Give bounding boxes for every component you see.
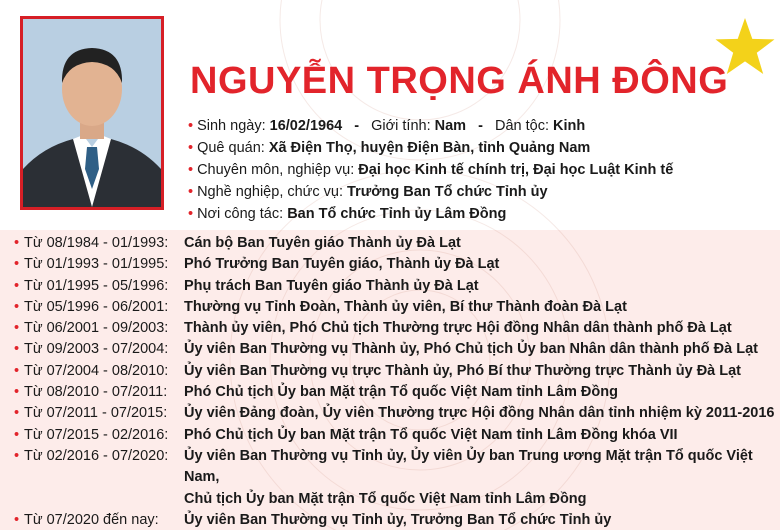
education-label: Chuyên môn, nghiệp vụ: — [197, 162, 355, 178]
bullet-dot-icon: • — [14, 235, 20, 251]
career-item — [14, 510, 780, 530]
bullet-dot-icon: • — [14, 256, 20, 273]
info-birth-row — [188, 115, 673, 137]
portrait-illustration — [23, 19, 161, 207]
career-item — [14, 276, 780, 297]
ethnicity-label: Dân tộc: — [494, 118, 549, 134]
birth-label: Sinh ngày: — [197, 118, 266, 134]
workplace-value: Ban Tổ chức Tỉnh ủy Lâm Đồng — [287, 206, 507, 222]
ethnicity-value: Kinh — [553, 118, 586, 134]
position-value: Trưởng Ban Tổ chức Tỉnh ủy — [347, 184, 548, 200]
career-item — [14, 297, 780, 318]
bullet-dot-icon: • — [14, 341, 20, 358]
career-period: Từ 08/1984 - 01/1993: — [24, 235, 169, 251]
career-list — [14, 233, 780, 530]
info-workplace-row — [188, 203, 673, 225]
career-period: Từ 07/2020 đến nay: — [24, 511, 159, 528]
career-period: Từ 07/2011 - 07/2015: — [24, 405, 168, 422]
gender-value: Nam — [434, 118, 467, 134]
career-item — [14, 425, 780, 446]
bullet-dot-icon: • — [14, 298, 20, 315]
career-period: Từ 09/2003 - 07/2004: — [24, 341, 169, 358]
info-hometown-row — [188, 137, 673, 159]
bullet-dot-icon: • — [188, 140, 194, 156]
career-period: Từ 08/2010 - 07/2011: — [24, 384, 168, 401]
career-role: Ủy viên Đảng đoàn, Ủy viên Thường trực Hội đồng Nhân dân tỉnh nhiệm kỳ 2011-2016 — [184, 405, 775, 422]
career-period: Từ 01/1993 - 01/1995: — [24, 256, 169, 273]
bullet-dot-icon: • — [14, 362, 20, 379]
career-role: Phó Chủ tịch Ủy ban Mặt trận Tổ quốc Việt Nam tỉnh Lâm Đồng khóa VII — [184, 426, 678, 443]
career-item — [14, 382, 780, 403]
career-period: Từ 02/2016 - 07/2020: — [24, 447, 169, 464]
career-period: Từ 05/1996 - 06/2001: — [24, 298, 169, 315]
career-role: Cán bộ Ban Tuyên giáo Thành ủy Đà Lạt — [184, 235, 461, 251]
bullet-dot-icon: • — [14, 320, 20, 337]
career-period: Từ 07/2004 - 08/2010: — [24, 362, 169, 379]
career-item — [14, 361, 780, 382]
career-role: Phó Chủ tịch Ủy ban Mặt trận Tổ quốc Việt Nam tỉnh Lâm Đồng — [184, 384, 618, 401]
portrait-photo — [20, 16, 164, 210]
bullet-dot-icon: • — [14, 277, 20, 294]
bullet-dot-icon: • — [14, 405, 20, 422]
career-role: Phó Trưởng Ban Tuyên giáo, Thành ủy Đà Lạt — [184, 256, 500, 273]
career-item — [14, 233, 780, 254]
info-education-row — [188, 159, 673, 181]
bullet-dot-icon: • — [14, 511, 20, 528]
career-role: Ủy viên Ban Thường vụ Tỉnh ủy, Ủy viên Ủy ban Trung ương Mặt trận Tổ quốc Việt Nam, Chủ tịch Ủy ban Mặt trận Tổ quốc Việt Nam tỉnh Lâm Đồng — [184, 447, 753, 507]
bullet-dot-icon: • — [14, 384, 20, 401]
personal-info-list — [188, 115, 673, 225]
career-role: Thành ủy viên, Phó Chủ tịch Thường trực Hội đồng Nhân dân thành phố Đà Lạt — [184, 320, 732, 337]
workplace-label: Nơi công tác: — [197, 206, 284, 222]
position-label: Nghề nghiệp, chức vụ: — [197, 184, 344, 200]
education-value: Đại học Kinh tế chính trị, Đại học Luật Kinh tế — [358, 162, 674, 178]
hometown-label: Quê quán: — [197, 140, 265, 156]
bullet-dot-icon: • — [188, 184, 194, 200]
birth-date: 16/02/1964 — [269, 118, 343, 134]
career-period: Từ 07/2015 - 02/2016: — [24, 426, 169, 443]
bullet-dot-icon: • — [188, 206, 194, 222]
career-role: Phụ trách Ban Tuyên giáo Thành ủy Đà Lạt — [184, 277, 479, 294]
bullet-dot-icon: • — [14, 447, 20, 464]
info-position-row — [188, 181, 673, 203]
gender-label: Giới tính: — [371, 118, 431, 134]
career-item — [14, 403, 780, 424]
career-item — [14, 254, 780, 275]
hometown-value: Xã Điện Thọ, huyện Điện Bàn, tỉnh Quảng Nam — [268, 140, 591, 156]
person-name: NGUYỄN TRỌNG ÁNH ĐÔNG — [190, 60, 729, 102]
career-item — [14, 318, 780, 339]
career-period: Từ 01/1995 - 05/1996: — [24, 277, 169, 294]
career-role: Ủy viên Ban Thường vụ Tỉnh ủy, Trưởng Ban Tổ chức Tỉnh ủy — [184, 511, 612, 528]
separator: - — [354, 118, 360, 134]
career-role: Ủy viên Ban Thường vụ trực Thành ủy, Phó Bí thư Thường trực Thành ủy Đà Lạt — [184, 362, 742, 379]
career-role: Ủy viên Ban Thường vụ Thành ủy, Phó Chủ tịch Ủy ban Nhân dân thành phố Đà Lạt — [184, 341, 758, 358]
bullet-dot-icon: • — [14, 426, 20, 443]
separator: - — [478, 118, 483, 134]
career-period: Từ 06/2001 - 09/2003: — [24, 320, 169, 337]
career-item — [14, 446, 780, 510]
career-item — [14, 339, 780, 360]
career-role: Thường vụ Tỉnh Đoàn, Thành ủy viên, Bí thư Thành đoàn Đà Lạt — [184, 298, 627, 315]
bullet-dot-icon: • — [188, 118, 194, 134]
bullet-dot-icon: • — [188, 162, 194, 178]
